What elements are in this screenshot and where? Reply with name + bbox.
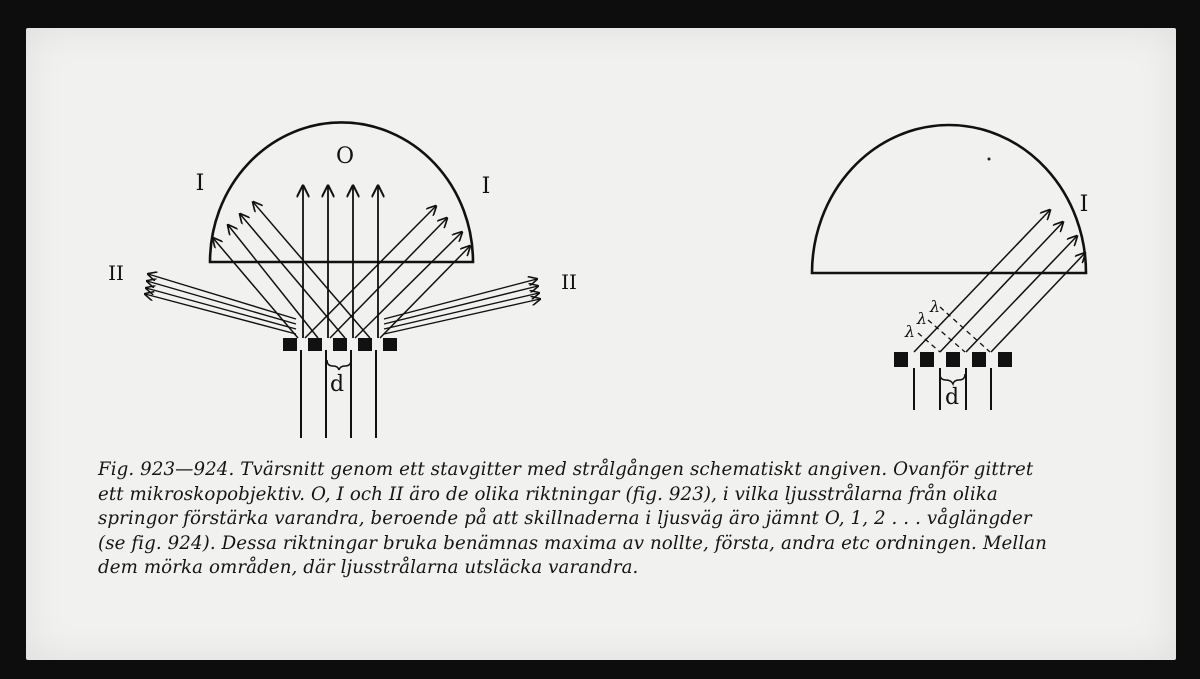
grating-bars bbox=[283, 338, 397, 351]
second-order-right-rays bbox=[384, 279, 540, 334]
label-wavelength-2: λ bbox=[916, 309, 928, 328]
caption-line: ett mikroskopobjektiv. O, I och II äro de olika riktningar (fig. 923), i vilka ljusstrålarna från olika bbox=[98, 483, 998, 505]
caption-line: Fig. 923—924. Tvärsnitt genom ett stavgitter med strålgången schematiskt angiven. Ovanför gittret bbox=[98, 459, 1034, 480]
grating-bars-right bbox=[894, 352, 1012, 367]
caption-line: springor förstärka varandra, beroende på att skillnaderna i ljusväg äro jämnt O, 1, 2 . . . våglängder bbox=[98, 508, 1032, 529]
label-wavelength-1: λ bbox=[904, 322, 916, 341]
wavefronts bbox=[918, 307, 990, 352]
figure-924 bbox=[812, 125, 1086, 410]
caption-line: dem mörka områden, där ljusstrålarna utsläcka varandra. bbox=[98, 557, 639, 578]
first-order-rays-right bbox=[914, 210, 1085, 352]
label-zero-order: O bbox=[335, 144, 355, 169]
label-spacing: d bbox=[329, 372, 345, 397]
figure-923-labels bbox=[108, 144, 577, 397]
label-second-order-right: II bbox=[561, 270, 577, 294]
label-second-order-left: II bbox=[108, 261, 124, 285]
diffraction-figures bbox=[26, 28, 1176, 468]
label-first-order-left: I bbox=[195, 171, 205, 196]
figure-caption bbox=[98, 458, 1098, 581]
label-first-order: I bbox=[1079, 192, 1089, 217]
spacing-brace-right bbox=[940, 374, 965, 384]
objective-lens-dome-right bbox=[812, 125, 1086, 273]
label-wavelength-3: λ bbox=[929, 297, 941, 316]
label-spacing-right: d bbox=[944, 385, 960, 410]
label-first-order-right: I bbox=[481, 174, 491, 199]
dust-dot bbox=[988, 158, 991, 161]
spacing-brace bbox=[327, 360, 351, 370]
caption-line: (se fig. 924). Dessa riktningar bruka benämnas maxima av nollte, första, andra etc ordningen. Mellan bbox=[98, 532, 1047, 554]
